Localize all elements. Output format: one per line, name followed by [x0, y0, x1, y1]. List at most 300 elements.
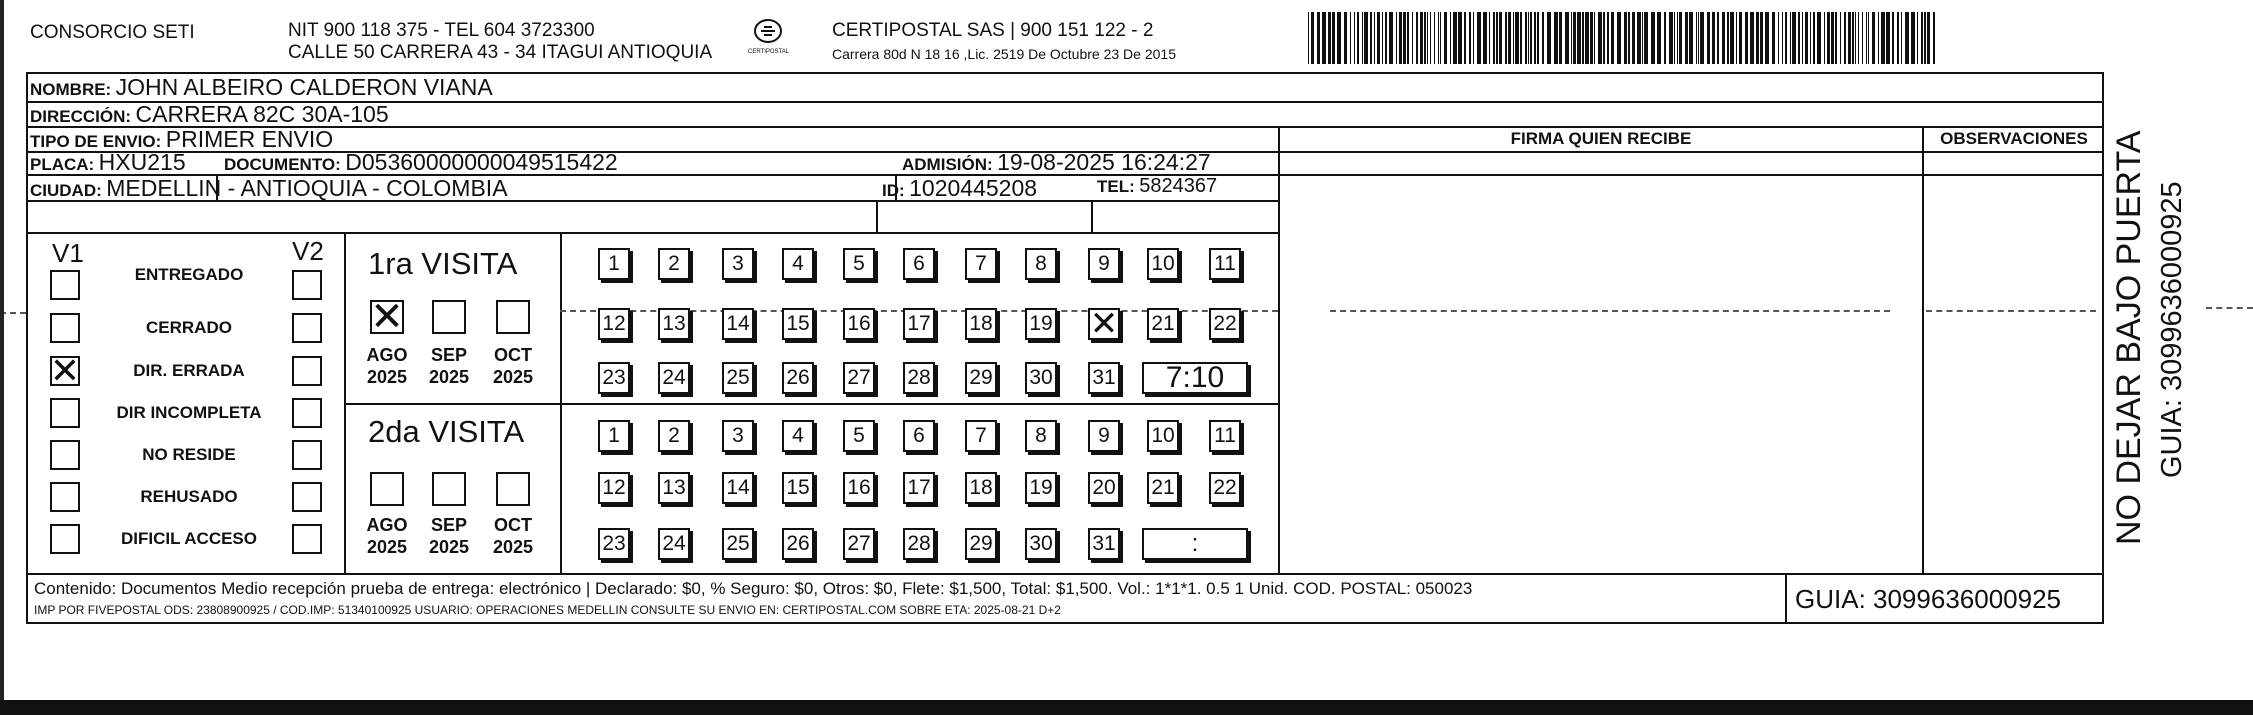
barcode-bar — [1430, 12, 1431, 64]
barcode-bar — [1357, 12, 1359, 64]
second-visit-month-year: 2025 — [428, 537, 470, 557]
barcode-graphic — [1308, 12, 1940, 64]
barcode-bar — [1450, 12, 1451, 64]
company-name: CONSORCIO SETI — [30, 22, 195, 43]
barcode-bar — [1886, 12, 1890, 64]
first-visit-day-number: 21 — [1151, 312, 1175, 335]
barcode-bar — [1424, 12, 1426, 64]
barcode-bar — [1582, 12, 1584, 64]
barcode-bar — [1528, 12, 1529, 64]
v2-checkbox[interactable] — [292, 524, 322, 554]
first-visit-day-box[interactable] — [1025, 308, 1057, 340]
second-visit-day-number: 21 — [1151, 476, 1175, 499]
v1-checkbox[interactable] — [49, 350, 81, 391]
barcode-bar — [1542, 12, 1544, 64]
second-visit-day-box[interactable] — [1088, 528, 1120, 560]
second-visit-day-box[interactable] — [1088, 472, 1120, 504]
tel-label: TEL: — [1097, 177, 1135, 196]
first-visit-day-box[interactable] — [1209, 248, 1241, 280]
second-visit-day-box[interactable] — [722, 472, 754, 504]
second-visit-day-box[interactable] — [598, 420, 630, 452]
second-visit-day-box[interactable] — [843, 472, 875, 504]
second-visit-day-number: 28 — [907, 532, 931, 555]
second-visit-day-number: 13 — [662, 476, 686, 499]
tipo-envio-value: PRIMER ENVIO — [165, 126, 334, 152]
first-visit-day-number: 22 — [1213, 312, 1237, 335]
first-visit-day-mark-icon: ✕ — [1089, 305, 1119, 343]
second-visit-day-box[interactable] — [1209, 420, 1241, 452]
second-visit-day-number: 29 — [969, 532, 993, 555]
second-visit-month-checkbox[interactable] — [432, 472, 466, 506]
first-visit-day-box[interactable] — [782, 248, 814, 280]
barcode-bar — [1933, 12, 1935, 64]
barcode-bar — [1328, 12, 1331, 64]
barcode-bar — [1858, 12, 1859, 64]
barcode-bar — [1760, 12, 1763, 64]
barcode-bar — [1311, 12, 1314, 64]
status-reason-label: DIR INCOMPLETA — [116, 403, 262, 422]
second-visit-day-box[interactable] — [598, 528, 630, 560]
nombre-row — [30, 74, 493, 101]
barcode-bar — [1573, 12, 1576, 64]
barcode-bar — [1805, 12, 1808, 64]
barcode-bar — [1868, 12, 1869, 64]
barcode-bar — [1872, 12, 1875, 64]
admision-value: 19-08-2025 16:24:27 — [997, 149, 1211, 175]
second-visit-day-box[interactable] — [658, 420, 690, 452]
status-reason-label: CERRADO — [146, 318, 232, 337]
first-visit-day-number: 12 — [602, 312, 626, 335]
barcode-bar — [1453, 12, 1457, 64]
barcode-bar — [1469, 12, 1471, 64]
second-visit-day-number: 24 — [662, 532, 686, 555]
barcode-bar — [1598, 12, 1602, 64]
second-visit-day-box[interactable] — [1209, 472, 1241, 504]
first-visit-day-box[interactable] — [722, 308, 754, 340]
first-visit-day-box[interactable] — [782, 308, 814, 340]
no-dejar-bajo-puerta: NO DEJAR BAJO PUERTA — [2110, 130, 2148, 545]
barcode-bar — [1651, 12, 1655, 64]
first-visit-time-box[interactable] — [1142, 362, 1248, 394]
second-visit-day-number: 16 — [847, 476, 871, 499]
first-visit-month-name: SEP — [430, 345, 468, 365]
v2-checkbox[interactable] — [292, 482, 322, 512]
first-visit-day-box[interactable] — [658, 308, 690, 340]
v2-checkbox[interactable] — [292, 398, 322, 428]
v1-checkbox[interactable] — [50, 398, 80, 428]
v1-checkbox[interactable] — [50, 524, 80, 554]
second-visit-month-checkbox[interactable] — [370, 472, 404, 506]
barcode-bar — [1901, 12, 1902, 64]
content-line: Contenido: Documentos Medio recepción prueba de entrega: electrónico | Declarado: $0, % Seguro: $0, Otros: $0, Flete: $1,500, Total: $1,500. Vol.: 1*1*1. 0.5 1 Unid. COD. POSTAL: 050023 — [34, 579, 1473, 598]
second-visit-day-box[interactable] — [782, 528, 814, 560]
second-visit-day-number: 14 — [726, 476, 750, 499]
v2-checkbox[interactable] — [292, 356, 322, 386]
second-visit-day-number: 12 — [602, 476, 626, 499]
barcode-bar — [1547, 12, 1551, 64]
placa-value: HXU215 — [98, 149, 186, 175]
second-visit-day-number: 25 — [726, 532, 750, 555]
barcode-bar — [1565, 12, 1569, 64]
barcode-bar — [1669, 12, 1673, 64]
barcode-bar — [1632, 12, 1635, 64]
barcode-bar — [1322, 12, 1326, 64]
second-visit-day-number: 9 — [1098, 424, 1110, 447]
first-visit-day-box[interactable] — [658, 248, 690, 280]
v1-checkbox[interactable] — [50, 440, 80, 470]
barcode-bar — [1698, 12, 1699, 64]
barcode-bar — [1407, 12, 1409, 64]
v2-checkbox[interactable] — [292, 440, 322, 470]
v1-checkbox[interactable] — [50, 482, 80, 512]
barcode-bar — [1911, 12, 1915, 64]
barcode-bar — [1790, 12, 1791, 64]
first-visit-month-name: AGO — [366, 345, 408, 365]
direccion-value: CARRERA 82C 30A-105 — [135, 101, 389, 127]
second-visit-day-box[interactable] — [1025, 472, 1057, 504]
license-line: Carrera 80d N 18 16 ,Lic. 2519 De Octubre 23 De 2015 — [832, 46, 1176, 62]
barcode-bar — [1496, 12, 1498, 64]
second-visit-day-box[interactable] — [903, 528, 935, 560]
first-visit-day-number: 16 — [847, 312, 871, 335]
barcode-bar — [1674, 12, 1675, 64]
second-visit-month-name: AGO — [366, 515, 408, 535]
barcode-bar — [1611, 12, 1614, 64]
barcode-bar — [1862, 12, 1863, 64]
first-visit-day-box[interactable] — [965, 362, 997, 394]
first-visit-day-box[interactable] — [1209, 308, 1241, 340]
barcode-bar — [1897, 12, 1899, 64]
barcode-bar — [1464, 12, 1466, 64]
second-visit-month-name: SEP — [430, 515, 468, 535]
ciudad-label: CIUDAD: — [30, 181, 102, 200]
barcode-bar — [1722, 12, 1725, 64]
barcode-bar — [1664, 12, 1666, 64]
footer-guia: GUIA: 3099636000925 — [1795, 584, 2061, 614]
v2-checkbox[interactable] — [292, 270, 322, 300]
v1-header: V1 — [52, 238, 84, 268]
second-visit-day-number: 15 — [786, 476, 810, 499]
second-visit-day-number: 3 — [732, 424, 744, 447]
second-visit-day-box[interactable] — [903, 420, 935, 452]
first-visit-day-box[interactable] — [598, 308, 630, 340]
first-visit-day-number: 5 — [853, 252, 865, 275]
first-visit-day-number: 13 — [662, 312, 686, 335]
barcode-bar — [1520, 12, 1522, 64]
barcode-bar — [1736, 12, 1737, 64]
barcode-bar — [1399, 12, 1402, 64]
first-visit-day-box[interactable] — [1025, 362, 1057, 394]
first-visit-day-number: 19 — [1029, 312, 1053, 335]
second-visit-day-box[interactable] — [1147, 472, 1179, 504]
barcode-bar — [1571, 12, 1572, 64]
second-visit-time-box[interactable] — [1142, 528, 1248, 560]
first-visit-day-box[interactable] — [658, 362, 690, 394]
first-visit-day-box[interactable] — [843, 362, 875, 394]
id-label: ID: — [882, 181, 905, 200]
barcode-bar — [1817, 12, 1821, 64]
first-visit-day-box[interactable] — [843, 308, 875, 340]
first-visit-day-box[interactable] — [965, 308, 997, 340]
barcode-bar — [1607, 12, 1609, 64]
ciudad-value: MEDELLIN - ANTIOQUIA - COLOMBIA — [106, 175, 508, 201]
barcode-bar — [1489, 12, 1490, 64]
barcode-bar — [1881, 12, 1885, 64]
barcode-bar — [1483, 12, 1487, 64]
second-visit-day-box[interactable] — [598, 472, 630, 504]
second-visit-day-number: 26 — [786, 532, 810, 555]
first-visit-month-year: 2025 — [366, 367, 408, 387]
barcode-bar — [1370, 12, 1372, 64]
barcode-bar — [1362, 12, 1363, 64]
first-visit-day-number: 17 — [907, 312, 931, 335]
barcode-bar — [1756, 12, 1759, 64]
certipostal-line: CERTIPOSTAL SAS | 900 151 122 - 2 — [832, 20, 1154, 41]
barcode-bar — [1577, 12, 1581, 64]
barcode-bar — [1855, 12, 1856, 64]
first-visit-month-label — [419, 344, 479, 388]
second-visit-day-box[interactable] — [965, 420, 997, 452]
first-visit-day-number: 4 — [792, 252, 804, 275]
first-visit-day-number: 31 — [1092, 366, 1116, 389]
first-visit-day-box[interactable] — [903, 248, 935, 280]
barcode-bar — [1727, 12, 1729, 64]
barcode-bar — [1642, 12, 1643, 64]
second-visit-month-checkbox[interactable] — [496, 472, 530, 506]
second-visit-month-label — [483, 514, 543, 558]
first-visit-day-number: 1 — [608, 252, 620, 275]
barcode-bar — [1337, 12, 1341, 64]
barcode-bar — [1852, 12, 1854, 64]
barcode-bar — [1844, 12, 1846, 64]
barcode-bar — [1892, 12, 1894, 64]
second-visit-month-year: 2025 — [366, 537, 408, 557]
barcode-bar — [1440, 12, 1441, 64]
second-visit-day-box[interactable] — [843, 528, 875, 560]
placa-label: PLACA: — [30, 155, 95, 174]
first-visit-day-box[interactable] — [722, 248, 754, 280]
v2-checkbox[interactable] — [292, 313, 322, 343]
barcode-bar — [1782, 12, 1783, 64]
barcode-bar — [1396, 12, 1397, 64]
id-value: 1020445208 — [909, 175, 1038, 201]
first-visit-day-box[interactable] — [1147, 308, 1179, 340]
second-visit-day-box[interactable] — [903, 472, 935, 504]
tel-value: 5824367 — [1139, 175, 1218, 197]
status-reason-label: REHUSADO — [140, 487, 238, 506]
first-visit-day-number: 2 — [668, 252, 680, 275]
first-visit-day-number: 27 — [847, 366, 871, 389]
tipo-envio-label: TIPO DE ENVIO: — [30, 132, 162, 151]
firma-header: FIRMA QUIEN RECIBE — [1510, 129, 1692, 148]
barcode-bar — [1802, 12, 1803, 64]
barcode-bar — [1924, 12, 1926, 64]
barcode-bar — [1515, 12, 1519, 64]
second-visit-day-box[interactable] — [1025, 420, 1057, 452]
barcode-bar — [1792, 12, 1796, 64]
barcode-bar — [1499, 12, 1502, 64]
barcode-bar — [1772, 12, 1775, 64]
first-visit-day-number: 3 — [732, 252, 744, 275]
barcode-bar — [1508, 12, 1511, 64]
barcode-bar — [1534, 12, 1536, 64]
second-visit-day-box[interactable] — [965, 472, 997, 504]
first-visit-month-mark-icon: ✕ — [370, 295, 404, 339]
barcode-bar — [1696, 12, 1697, 64]
first-visit-day-number: 8 — [1035, 252, 1047, 275]
second-visit-day-number: 5 — [853, 424, 865, 447]
first-visit-day-box[interactable] — [1088, 305, 1120, 343]
first-visit-day-box[interactable] — [1147, 248, 1179, 280]
barcode-bar — [1617, 12, 1621, 64]
first-visit-month-label — [483, 344, 543, 388]
v1-checkbox[interactable] — [50, 270, 80, 300]
barcode-bar — [1493, 12, 1495, 64]
barcode-bar — [1827, 12, 1830, 64]
barcode-bar — [1866, 12, 1867, 64]
second-visit-day-box[interactable] — [1147, 420, 1179, 452]
first-visit-day-box[interactable] — [903, 308, 935, 340]
barcode-bar — [1840, 12, 1841, 64]
second-visit-day-number: 31 — [1092, 532, 1116, 555]
scan-bottom-edge — [0, 700, 2253, 715]
first-visit-day-box[interactable] — [1088, 362, 1120, 394]
second-visit-day-box[interactable] — [658, 472, 690, 504]
second-visit-day-box[interactable] — [843, 420, 875, 452]
barcode-bar — [1750, 12, 1754, 64]
side-guia: GUIA: 3099636000925 — [2156, 181, 2188, 478]
ciudad-row — [30, 175, 508, 202]
first-visit-day-number: 11 — [1214, 252, 1236, 275]
barcode-bar — [1679, 12, 1682, 64]
second-visit-day-box[interactable] — [722, 528, 754, 560]
barcode-bar — [1385, 12, 1387, 64]
barcode-bar — [1745, 12, 1748, 64]
second-visit-month-label — [419, 514, 479, 558]
barcode-bar — [1354, 12, 1355, 64]
second-visit-day-box[interactable] — [722, 420, 754, 452]
barcode-bar — [1657, 12, 1661, 64]
barcode-bar — [1878, 12, 1879, 64]
barcode-bar — [1905, 12, 1909, 64]
barcode-bar — [1712, 12, 1715, 64]
first-visit-day-number: 15 — [786, 312, 810, 335]
first-visit-day-box[interactable] — [1088, 248, 1120, 280]
imp-line: IMP POR FIVEPOSTAL ODS: 23808900925 / COD.IMP: 51340100925 USUARIO: OPERACIONES MEDELLIN CONSULTE SU ENVIO EN: CERTIPOSTAL.COM SOBRE ETA: 2025-08-21 D+2 — [34, 603, 1061, 617]
second-visit-title: 2da VISITA — [368, 414, 525, 449]
barcode-bar — [1739, 12, 1742, 64]
barcode-bar — [1628, 12, 1630, 64]
barcode-bar — [1317, 12, 1320, 64]
second-visit-day-box[interactable] — [782, 472, 814, 504]
barcode-bar — [1427, 12, 1428, 64]
barcode-bar — [1332, 12, 1335, 64]
scan-edge — [0, 0, 4, 715]
first-visit-day-number: 23 — [602, 366, 626, 389]
admision-label: ADMISIÓN: — [902, 155, 993, 174]
observaciones-header: OBSERVACIONES — [1940, 129, 2088, 148]
barcode-bar — [1677, 12, 1678, 64]
status-reason-label: ENTREGADO — [134, 265, 244, 284]
second-visit-day-box[interactable] — [1088, 420, 1120, 452]
barcode-bar — [1537, 12, 1539, 64]
barcode-bar — [1810, 12, 1811, 64]
first-visit-day-number: 29 — [969, 366, 993, 389]
barcode-bar — [1389, 12, 1393, 64]
first-visit-day-box[interactable] — [598, 248, 630, 280]
first-visit-day-box[interactable] — [965, 248, 997, 280]
barcode-bar — [1730, 12, 1734, 64]
barcode-bar — [1594, 12, 1595, 64]
barcode-bar — [1374, 12, 1375, 64]
barcode-bar — [1444, 12, 1447, 64]
first-visit-day-number: 26 — [786, 366, 810, 389]
direccion-label: DIRECCIÓN: — [30, 107, 132, 126]
second-visit-day-box[interactable] — [658, 528, 690, 560]
first-visit-month-checkbox[interactable] — [432, 300, 466, 334]
barcode-bar — [1438, 12, 1439, 64]
second-visit-day-box[interactable] — [1025, 528, 1057, 560]
second-visit-day-box[interactable] — [782, 420, 814, 452]
barcode-bar — [1685, 12, 1688, 64]
first-visit-month-name: OCT — [494, 345, 532, 365]
barcode-bar — [1927, 12, 1930, 64]
first-visit-month-checkbox[interactable] — [370, 295, 404, 339]
admision-field — [902, 149, 1211, 176]
first-visit-month-checkbox[interactable] — [496, 300, 530, 334]
barcode-bar — [1778, 12, 1779, 64]
second-visit-day-number: 6 — [913, 424, 925, 447]
second-visit-day-number: 20 — [1092, 476, 1116, 499]
first-visit-day-number: 24 — [662, 366, 686, 389]
nit-line: NIT 900 118 375 - TEL 604 3723300 — [288, 20, 595, 41]
id-field — [882, 175, 1037, 202]
first-visit-day-number: 30 — [1029, 366, 1053, 389]
second-visit-day-number: 10 — [1151, 424, 1175, 447]
second-visit-day-number: 18 — [969, 476, 993, 499]
barcode-bar — [1603, 12, 1605, 64]
status-reason-label: DIR. ERRADA — [133, 361, 245, 380]
v1-checkbox[interactable] — [50, 313, 80, 343]
second-visit-day-box[interactable] — [965, 528, 997, 560]
first-visit-day-box[interactable] — [722, 362, 754, 394]
first-visit-day-box[interactable] — [903, 362, 935, 394]
first-visit-day-box[interactable] — [598, 362, 630, 394]
second-visit-day-number: 19 — [1029, 476, 1053, 499]
v1-check-mark-icon: ✕ — [49, 350, 81, 391]
barcode-bar — [1530, 12, 1532, 64]
barcode-bar — [1412, 12, 1413, 64]
barcode-bar — [1458, 12, 1462, 64]
barcode-bar — [1505, 12, 1507, 64]
barcode-bar — [1765, 12, 1769, 64]
barcode-bar — [1350, 12, 1351, 64]
first-visit-day-box[interactable] — [782, 362, 814, 394]
barcode-bar — [1624, 12, 1627, 64]
second-visit-time-value: : — [1191, 530, 1199, 557]
first-visit-day-box[interactable] — [843, 248, 875, 280]
barcode-bar — [1813, 12, 1815, 64]
status-reason-label: DIFICIL ACCESO — [120, 529, 257, 548]
second-visit-day-number: 11 — [1214, 424, 1236, 447]
barcode-bar — [1917, 12, 1918, 64]
second-visit-month-year: 2025 — [492, 537, 534, 557]
address-line: CALLE 50 CARRERA 43 - 34 ITAGUI ANTIOQUIA — [288, 42, 713, 63]
first-visit-time-value: 7:10 — [1165, 361, 1225, 394]
first-visit-day-box[interactable] — [1025, 248, 1057, 280]
nombre-value: JOHN ALBEIRO CALDERON VIANA — [115, 74, 493, 100]
first-visit-day-number: 10 — [1151, 252, 1175, 275]
